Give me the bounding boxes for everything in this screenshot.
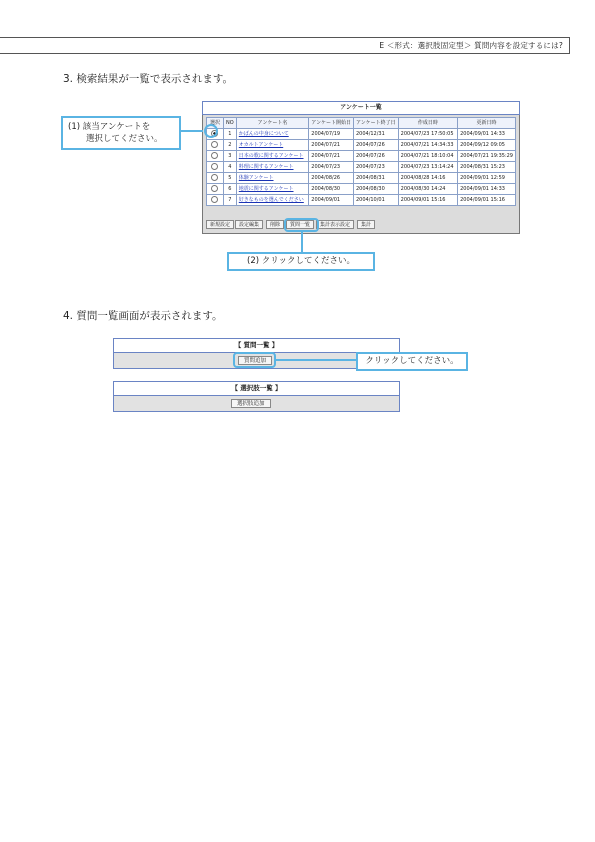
row-number: 1: [223, 129, 236, 140]
select-cell: [207, 184, 224, 195]
header-title: E ＜形式：選択肢固定型＞ 質問内容を設定するには?: [379, 41, 563, 50]
updated-at: 2004/07/21 19:35:29: [458, 151, 516, 162]
choice-list-title: 【 選択肢一覧 】: [114, 382, 399, 396]
created-at: 2004/07/23 13:14:24: [398, 162, 457, 173]
callout-connector: [301, 232, 303, 252]
created-at: 2004/08/28 14:16: [398, 173, 457, 184]
survey-list-title: アンケート一覧: [202, 101, 520, 115]
column-header: アンケート開始日: [309, 118, 354, 129]
table-row: [207, 151, 516, 162]
updated-at: 2004/09/01 12:59: [458, 173, 516, 184]
add-choice-button[interactable]: 選択肢追加: [231, 399, 271, 408]
callout-select-survey: [61, 116, 181, 150]
callout-line-1: (1) 該当アンケートを: [68, 122, 151, 132]
callout-click-add-question: クリックしてください。: [356, 352, 468, 371]
start-date: 2004/07/23: [309, 162, 354, 173]
created-at: 2004/08/30 14:24: [398, 184, 457, 195]
survey-name-link[interactable]: 日本の歌に関するアンケート: [236, 151, 308, 162]
survey-name-link[interactable]: 体験アンケート: [236, 173, 308, 184]
select-cell: [207, 151, 224, 162]
row-number: 6: [223, 184, 236, 195]
survey-name-link[interactable]: かばんの中身について: [236, 129, 308, 140]
end-date: 2004/08/30: [353, 184, 398, 195]
column-header: 作成日時: [398, 118, 457, 129]
updated-at: 2004/09/01 14:33: [458, 184, 516, 195]
column-header: アンケート名: [236, 118, 308, 129]
created-at: 2004/07/21 18:10:04: [398, 151, 457, 162]
column-header: NO: [223, 118, 236, 129]
select-cell: [207, 162, 224, 173]
column-header: アンケート終了日: [353, 118, 398, 129]
row-number: 3: [223, 151, 236, 162]
start-date: 2004/08/30: [309, 184, 354, 195]
end-date: 2004/07/23: [353, 162, 398, 173]
select-cell: [207, 140, 224, 151]
end-date: 2004/08/31: [353, 173, 398, 184]
row-number: 5: [223, 173, 236, 184]
survey-name-link[interactable]: 料理に関するアンケート: [236, 162, 308, 173]
step-3-heading: 3. 検索結果が一覧で表示されます。: [63, 73, 234, 85]
start-date: 2004/09/01: [309, 195, 354, 206]
created-at: 2004/09/01 15:16: [398, 195, 457, 206]
new-setting-button[interactable]: 新規設定: [206, 220, 234, 229]
table-row: [207, 140, 516, 151]
edit-setting-button[interactable]: 設定編集: [235, 220, 263, 229]
select-radio[interactable]: [211, 141, 218, 148]
end-date: 2004/07/26: [353, 151, 398, 162]
start-date: 2004/07/21: [309, 151, 354, 162]
select-radio[interactable]: [211, 152, 218, 159]
end-date: 2004/12/31: [353, 129, 398, 140]
question-list-button[interactable]: 質問一覧: [286, 220, 314, 229]
tally-display-setting-button[interactable]: 集計表示設定: [316, 220, 354, 229]
select-radio[interactable]: [211, 185, 218, 192]
row-number: 7: [223, 195, 236, 206]
header-bar: [0, 37, 570, 54]
updated-at: 2004/09/01 14:33: [458, 129, 516, 140]
select-radio[interactable]: [211, 196, 218, 203]
callout-line-2: 選択してください。: [86, 134, 163, 144]
created-at: 2004/07/23 17:50:05: [398, 129, 457, 140]
table-row: [207, 184, 516, 195]
column-header: 選択: [207, 118, 224, 129]
end-date: 2004/10/01: [353, 195, 398, 206]
updated-at: 2004/09/12 09:05: [458, 140, 516, 151]
step-4-heading: 4. 質問一覧画面が表示されます。: [63, 310, 223, 322]
callout-connector: [181, 130, 203, 132]
question-list-title: 【 質問一覧 】: [114, 339, 399, 353]
add-question-highlight: [233, 352, 276, 368]
add-question-button[interactable]: 質問追加: [238, 356, 272, 365]
question-list-highlight: [284, 218, 319, 232]
select-cell: [207, 195, 224, 206]
start-date: 2004/07/19: [309, 129, 354, 140]
tally-button[interactable]: 集計: [357, 220, 375, 229]
survey-table: [206, 117, 516, 206]
choice-list-panel: [113, 381, 400, 412]
end-date: 2004/07/26: [353, 140, 398, 151]
select-cell: [207, 173, 224, 184]
survey-name-link[interactable]: 好きなものを選んでください: [236, 195, 308, 206]
select-radio[interactable]: [211, 163, 218, 170]
callout-connector: [276, 359, 356, 361]
select-radio[interactable]: [211, 174, 218, 181]
column-header: 更新日時: [458, 118, 516, 129]
table-row: [207, 162, 516, 173]
table-header-row: [207, 118, 516, 129]
created-at: 2004/07/21 14:34:33: [398, 140, 457, 151]
row-number: 4: [223, 162, 236, 173]
survey-name-link[interactable]: オカルトアンケート: [236, 140, 308, 151]
start-date: 2004/07/21: [309, 140, 354, 151]
choice-list-body: [114, 396, 399, 411]
delete-button[interactable]: 削除: [266, 220, 284, 229]
callout-click-question-list: (2) クリックしてください。: [227, 252, 375, 271]
row-number: 2: [223, 140, 236, 151]
table-row: [207, 129, 516, 140]
updated-at: 2004/09/01 15:16: [458, 195, 516, 206]
radio-highlight: [204, 124, 218, 138]
table-row: [207, 195, 516, 206]
table-row: [207, 173, 516, 184]
updated-at: 2004/08/31 15:23: [458, 162, 516, 173]
survey-name-link[interactable]: 地震に関するアンケート: [236, 184, 308, 195]
start-date: 2004/08/26: [309, 173, 354, 184]
